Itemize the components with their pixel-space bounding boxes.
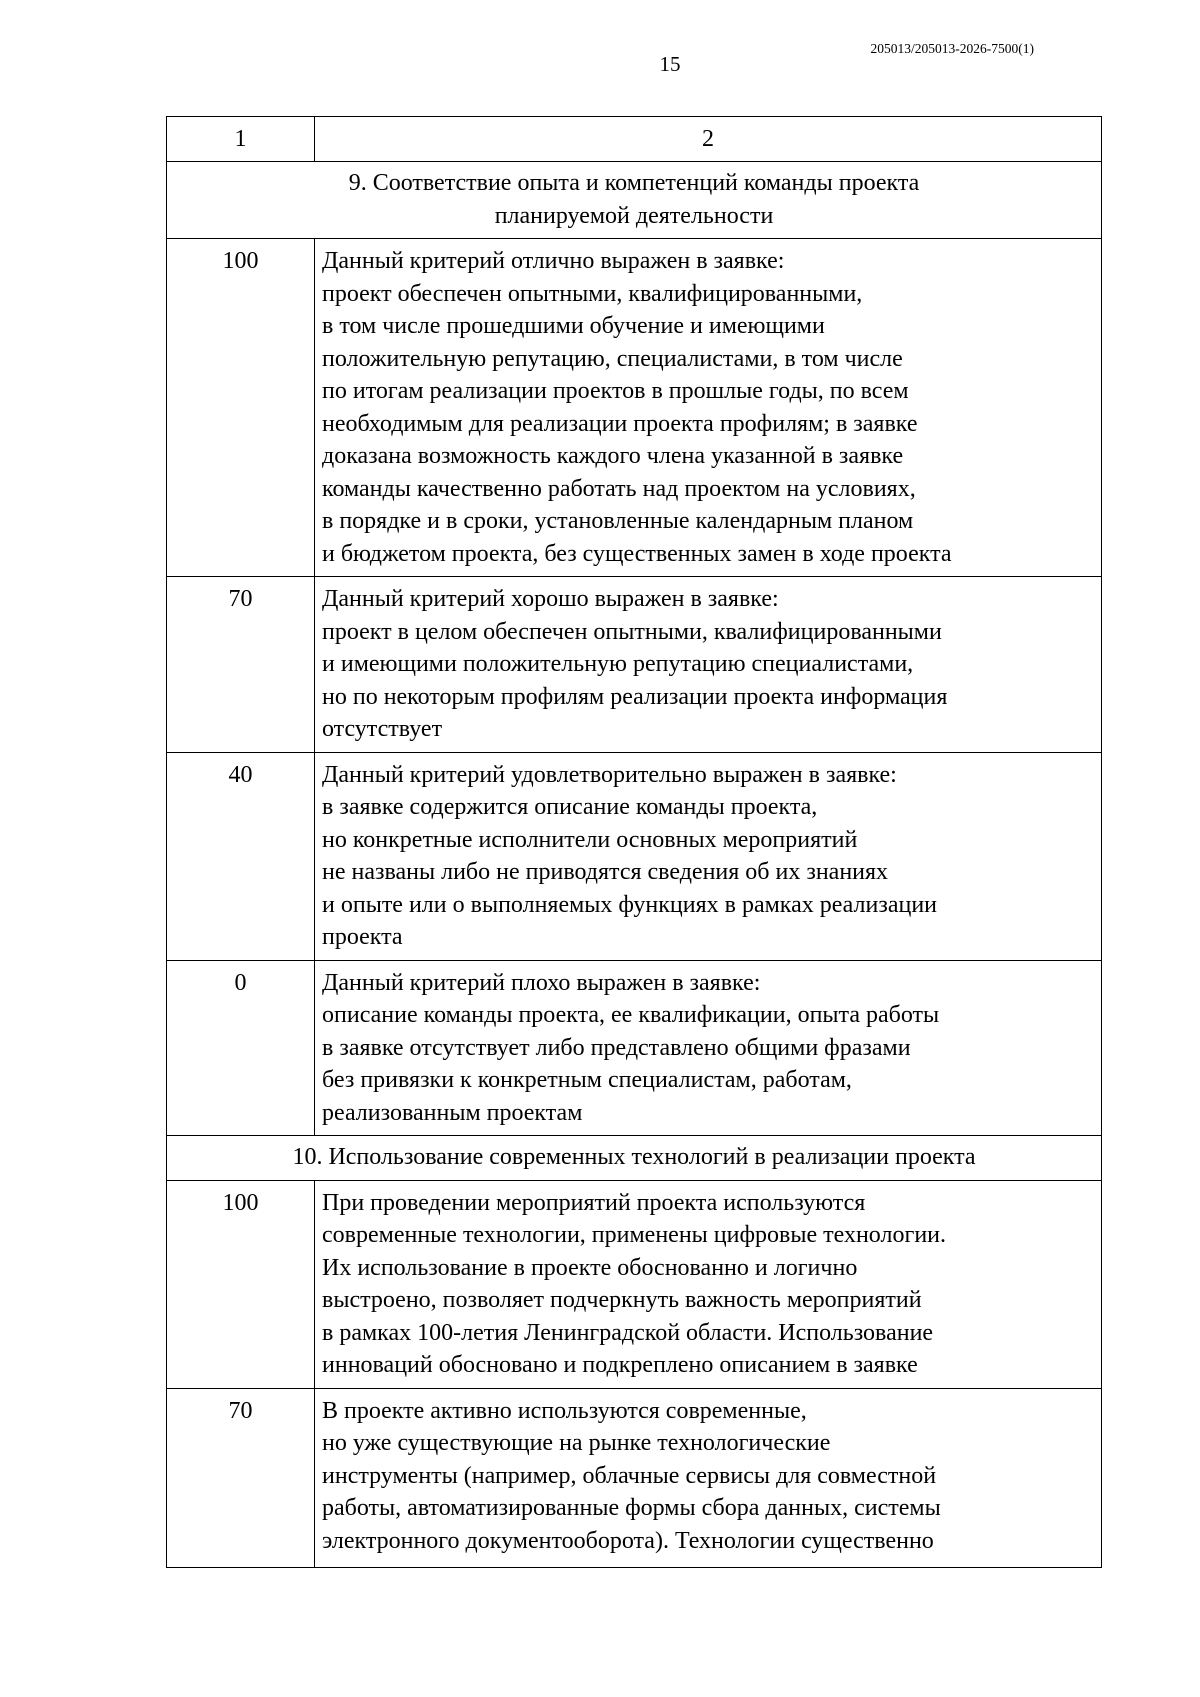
section-title <box>167 162 1102 239</box>
description-line: но конкретные исполнители основных мероприятий <box>322 826 858 853</box>
score-cell: 70 <box>167 577 315 753</box>
description-line: современные технологии, применены цифровые технологии. <box>322 1222 946 1248</box>
description-line: и имеющими положительную репутацию специалистами, <box>322 651 914 677</box>
description-cell <box>315 239 1102 577</box>
criteria-table <box>166 116 1102 1568</box>
score-cell: 70 <box>167 1388 315 1568</box>
description-line: Данный критерий хорошо выражен в заявке: <box>322 586 779 612</box>
description-line: доказана возможность каждого члена указанной в заявке <box>322 443 904 469</box>
section-row <box>167 162 1102 239</box>
score-cell: 40 <box>167 752 315 960</box>
score-cell: 100 <box>167 239 315 577</box>
section-row <box>167 1136 1102 1181</box>
description-cell <box>315 1180 1102 1388</box>
description-line: реализованным проектам <box>322 1099 583 1126</box>
description-cell <box>315 752 1102 960</box>
score-cell: 100 <box>167 1180 315 1388</box>
table-row <box>167 752 1102 960</box>
description-line: проекта <box>322 924 403 950</box>
description-line: и бюджетом проекта, без существенных замен в ходе проекта <box>322 540 952 567</box>
table-row <box>167 960 1102 1136</box>
description-line: необходимым для реализации проекта профилям; в заявке <box>322 410 918 437</box>
table-row <box>167 1388 1102 1568</box>
description-line: описание команды проекта, ее квалификации, опыта работы <box>322 1002 940 1028</box>
description-cell <box>315 960 1102 1136</box>
table-row <box>167 577 1102 753</box>
description-line: инноваций обосновано и подкреплено описанием в заявке <box>322 1352 918 1378</box>
description-line: работы, автоматизированные формы сбора данных, системы <box>322 1495 941 1521</box>
column-header-description: 2 <box>315 117 1102 162</box>
table-header-row <box>167 117 1102 162</box>
score-cell: 0 <box>167 960 315 1136</box>
description-line: Данный критерий плохо выражен в заявке: <box>322 969 761 996</box>
description-line: в заявке содержится описание команды проекта, <box>322 794 818 820</box>
table-row <box>167 239 1102 577</box>
description-line: в заявке отсутствует либо представлено общими фразами <box>322 1034 911 1061</box>
description-line: Их использование в проекте обоснованно и логично <box>322 1254 858 1281</box>
description-cell <box>315 1388 1102 1568</box>
description-line: в порядке и в сроки, установленные календарным планом <box>322 508 914 534</box>
column-header-score: 1 <box>167 117 315 162</box>
section-title-line: 10. Использование современных технологий в реализации проекта <box>292 1144 976 1170</box>
description-line: электронного документооборота). Технологии существенно <box>322 1527 934 1554</box>
description-line: отсутствует <box>322 716 443 742</box>
section-title <box>167 1136 1102 1181</box>
description-line: В проекте активно используются современные, <box>322 1397 807 1424</box>
description-line: команды качественно работать над проектом на условиях, <box>322 475 916 502</box>
description-line: в рамках 100-летия Ленинградской области. Использование <box>322 1319 934 1346</box>
description-line: проект в целом обеспечен опытными, квалифицированными <box>322 618 942 645</box>
description-line: без привязки к конкретным специалистам, работам, <box>322 1067 852 1093</box>
description-line: не названы либо не приводятся сведения об их знаниях <box>322 859 889 885</box>
description-line: проект обеспечен опытными, квалифицированными, <box>322 280 863 307</box>
description-line: При проведении мероприятий проекта используются <box>322 1189 866 1216</box>
table-row <box>167 1180 1102 1388</box>
section-title-line: 9. Соответствие опыта и компетенций команды проекта <box>348 170 920 196</box>
description-line: положительную репутацию, специалистами, в том числе <box>322 345 903 372</box>
description-line: Данный критерий удовлетворительно выражен в заявке: <box>322 761 897 788</box>
section-title-line: планируемой деятельности <box>494 202 774 229</box>
description-line: выстроено, позволяет подчеркнуть важность мероприятий <box>322 1287 922 1313</box>
description-line: в том числе прошедшими обучение и имеющими <box>322 313 825 339</box>
description-line: по итогам реализации проектов в прошлые годы, по всем <box>322 378 909 404</box>
description-line: но по некоторым профилям реализации проекта информация <box>322 683 948 710</box>
description-cell <box>315 577 1102 753</box>
page-number: 15 <box>659 52 681 76</box>
description-line: инструменты (например, облачные сервисы для совместной <box>322 1462 937 1489</box>
document-id: 205013/205013-2026-7500(1) <box>870 41 1034 56</box>
description-line: Данный критерий отлично выражен в заявке: <box>322 248 785 274</box>
description-line: но уже существующие на рынке технологические <box>322 1430 831 1456</box>
description-line: и опыте или о выполняемых функциях в рамках реализации <box>322 891 938 918</box>
